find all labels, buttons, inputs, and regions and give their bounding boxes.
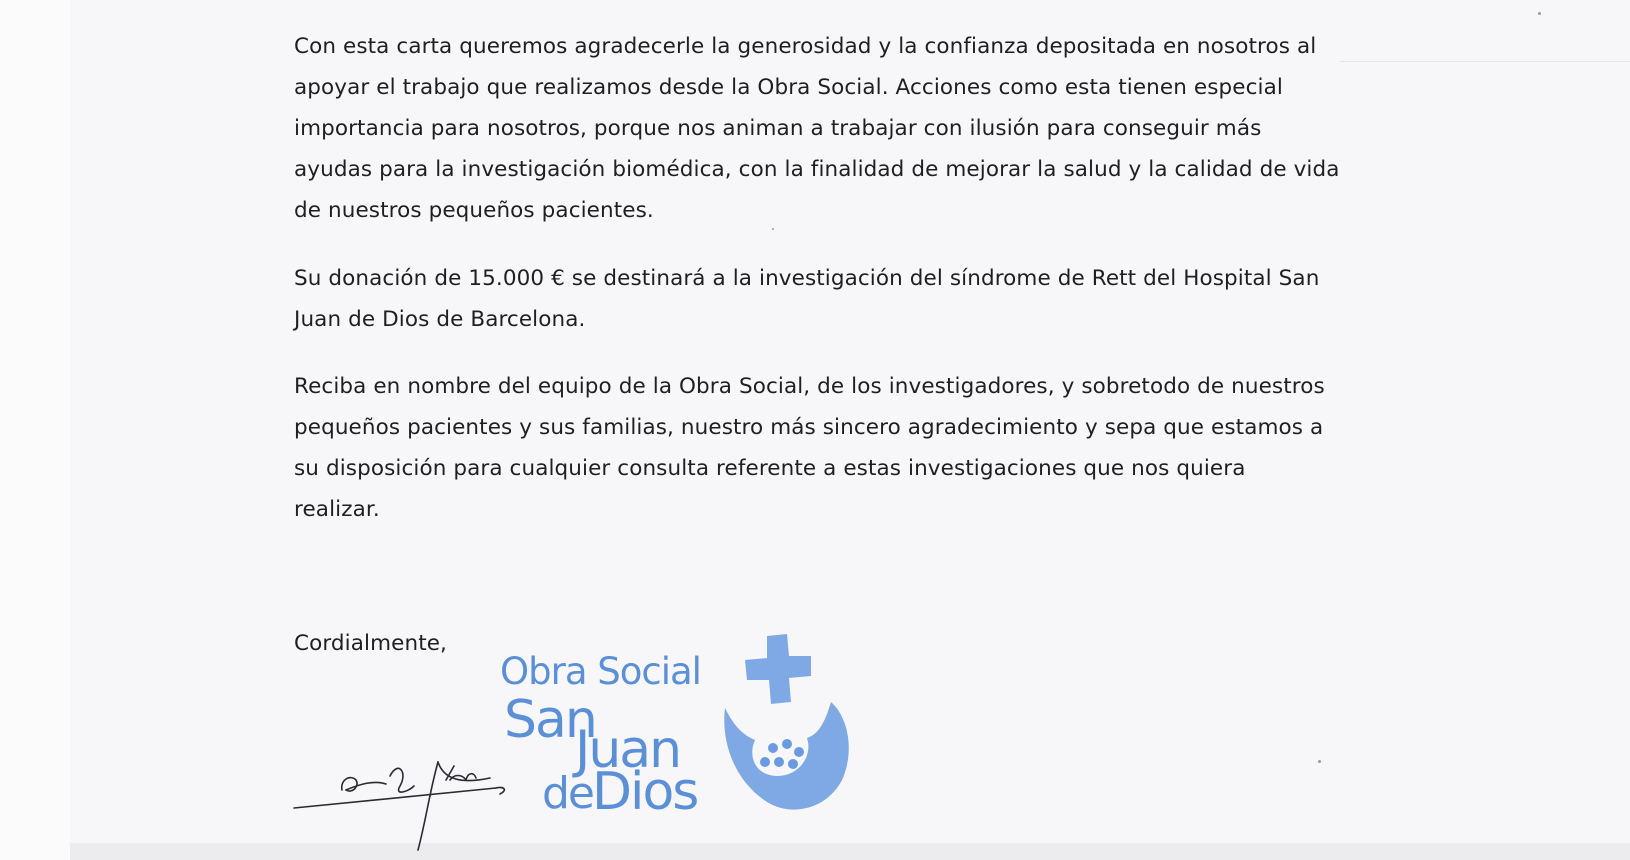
- text-line: pequeños pacientes y sus familias, nuestro más sincero agradecimiento y sepa que estamos a: [294, 415, 1324, 440]
- closing-salutation: Cordialmente,: [294, 631, 447, 656]
- text-line: apoyar el trabajo que realizamos desde la Obra Social. Acciones como esta tienen especial: [294, 75, 1283, 100]
- stamp-text-dios: Dios: [592, 762, 698, 822]
- pomegranate-cross-emblem-icon: [715, 630, 855, 820]
- scan-speck: [1318, 760, 1321, 763]
- text-line: ayudas para la investigación biomédica, con la finalidad de mejorar la salud y la calidad de vida: [294, 157, 1340, 182]
- paragraph-thanks: [294, 366, 1454, 530]
- stamp-text-obra-social: Obra Social: [500, 650, 701, 693]
- text-line: Con esta carta queremos agradecerle la generosidad y la confianza depositada en nosotros al: [294, 34, 1317, 59]
- text-line: de nuestros pequeños pacientes.: [294, 198, 654, 223]
- paragraph-donation: [294, 258, 1454, 340]
- handwritten-signature: [290, 750, 550, 860]
- text-line: Juan de Dios de Barcelona.: [294, 307, 586, 332]
- text-line: realizar.: [294, 497, 380, 522]
- scan-margin: [0, 0, 70, 860]
- stamp-text-san: San: [504, 690, 596, 750]
- stamp-text-juan: Juan: [575, 720, 681, 780]
- text-line: su disposición para cualquier consulta referente a estas investigaciones que nos quiera: [294, 456, 1246, 481]
- paragraph-gratitude: [294, 26, 1454, 231]
- scan-speck: [1538, 12, 1541, 15]
- obra-social-stamp: [500, 630, 860, 830]
- text-line: Su donación de 15.000 € se destinará a la investigación del síndrome de Rett del Hospital San: [294, 266, 1320, 291]
- text-line: Reciba en nombre del equipo de la Obra Social, de los investigadores, y sobretodo de nuestros: [294, 374, 1325, 399]
- stamp-text-de: de: [542, 768, 593, 819]
- text-line: importancia para nosotros, porque nos animan a trabajar con ilusión para conseguir más: [294, 116, 1262, 141]
